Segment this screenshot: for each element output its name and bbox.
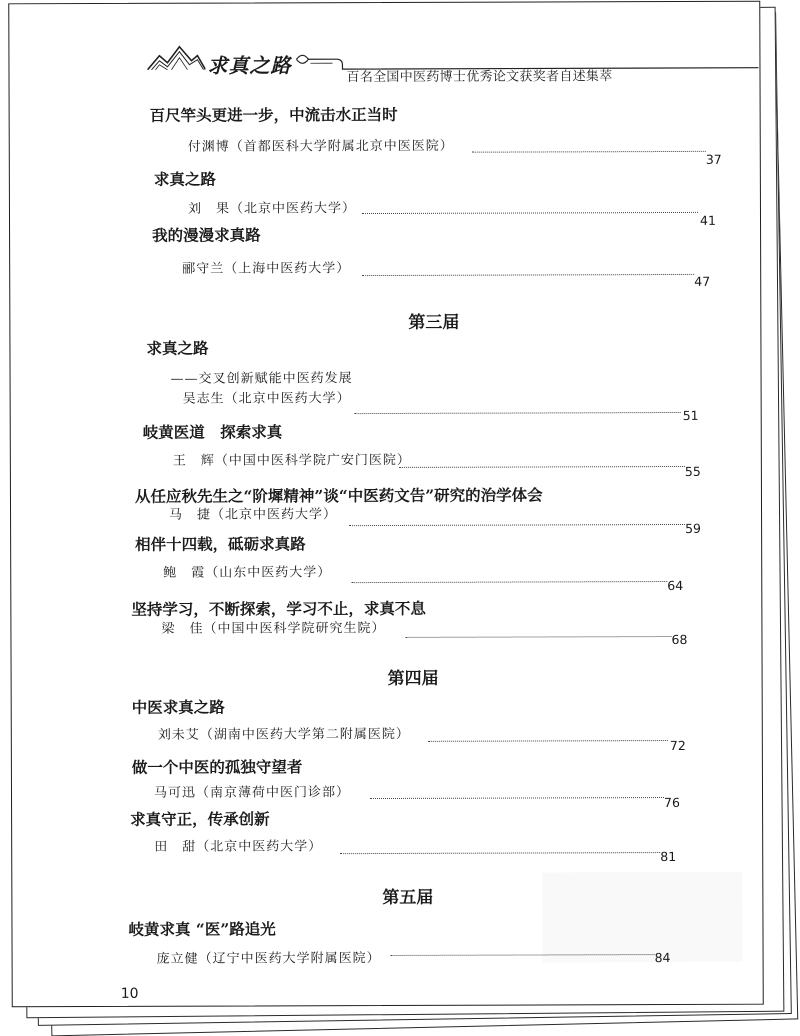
dot-leader — [399, 466, 685, 468]
dot-leader — [428, 740, 668, 742]
dot-leader — [349, 524, 685, 526]
entry-page-number: 47 — [694, 273, 711, 289]
entry-page-number: 55 — [684, 463, 701, 479]
dot-leader — [340, 852, 660, 854]
entry-page-number: 81 — [660, 848, 677, 865]
entry-page-number: 37 — [705, 151, 722, 167]
entry-author: 梁 佳（中国中医科学院研究生院） — [161, 621, 386, 637]
entry-page-number: 84 — [654, 950, 671, 966]
section-heading: 第三届 — [408, 312, 460, 333]
bleed-through — [542, 872, 742, 966]
entry-title: 求真守正，传承创新 — [130, 809, 270, 829]
entry-author: 郦守兰（上海中医药大学） — [182, 261, 351, 277]
entry-author: 刘 果（北京中医药大学） — [187, 201, 357, 217]
section-heading: 第五届 — [382, 887, 434, 909]
entry-title: 求真之路 — [153, 169, 216, 189]
page-number: 10 — [120, 985, 139, 1002]
entry-author: 鲍 霞（山东中医药大学） — [163, 565, 332, 581]
entry-page-number: 41 — [699, 212, 716, 228]
dot-leader — [472, 151, 706, 153]
entry-title: 中医求真之路 — [131, 697, 225, 717]
dot-leader — [362, 274, 694, 276]
entry-author: 刘未艾（湖南中医药大学第二附属医院） — [157, 726, 410, 743]
section-heading: 第四届 — [387, 668, 439, 689]
entry-title: 从任应秋先生之“阶墀精神”谈“中医药文告”研究的治学体会 — [134, 485, 543, 506]
dot-leader — [351, 581, 667, 583]
entry-page-number: 72 — [669, 737, 686, 754]
entry-title: 岐黄医道 探索求真 — [142, 422, 283, 442]
dot-leader — [362, 212, 698, 214]
entry-page-number: 64 — [667, 577, 684, 594]
entry-author: 马可迅（南京薄荷中医门诊部） — [153, 785, 351, 801]
entry-author: 付渊博（首都医科大学附属北京中医医院） — [187, 138, 454, 155]
entry-title: 我的漫漫求真路 — [152, 225, 261, 245]
mountain-icon — [147, 44, 205, 72]
entry-title: 岐黄求真 “医”路追光 — [128, 919, 276, 939]
entry-author: 王 辉（中国中医科学院广安门医院） — [172, 452, 411, 469]
entry-title: 做一个中医的孤独守望者 — [131, 757, 303, 777]
entry-page-number: 76 — [664, 794, 680, 811]
entry-title: 坚持学习，不断探索，学习不止，求真不息 — [131, 598, 426, 619]
dot-leader — [355, 412, 681, 414]
dot-leader — [405, 636, 671, 638]
dot-leader — [370, 797, 664, 799]
entry-author: 马 捷（北京中医药大学） — [169, 507, 338, 523]
running-header — [9, 2, 759, 85]
series-title: 求真之路 — [207, 53, 292, 78]
entry-subtitle: ——交叉创新赋能中医药发展 — [170, 371, 353, 387]
entry-title: 求真之路 — [146, 338, 209, 358]
entry-author: 吴志生（北京中医药大学） — [182, 391, 351, 407]
entry-title: 相伴十四载，砥砺求真路 — [135, 534, 306, 554]
entry-title: 百尺竿头更进一步，中流击水正当时 — [149, 104, 398, 125]
entry-page-number: 59 — [685, 520, 702, 536]
entry-author: 庞立健（辽宁中医药大学附属医院） — [156, 951, 381, 967]
book-subtitle: 百名全国中医药博士优秀论文获奖者自述集萃 — [346, 69, 613, 86]
entry-page-number: 51 — [682, 407, 699, 423]
entry-author: 田 甜（北京中医药大学） — [154, 839, 323, 855]
entry-page-number: 68 — [671, 631, 688, 648]
toc-page — [8, 1, 764, 1008]
